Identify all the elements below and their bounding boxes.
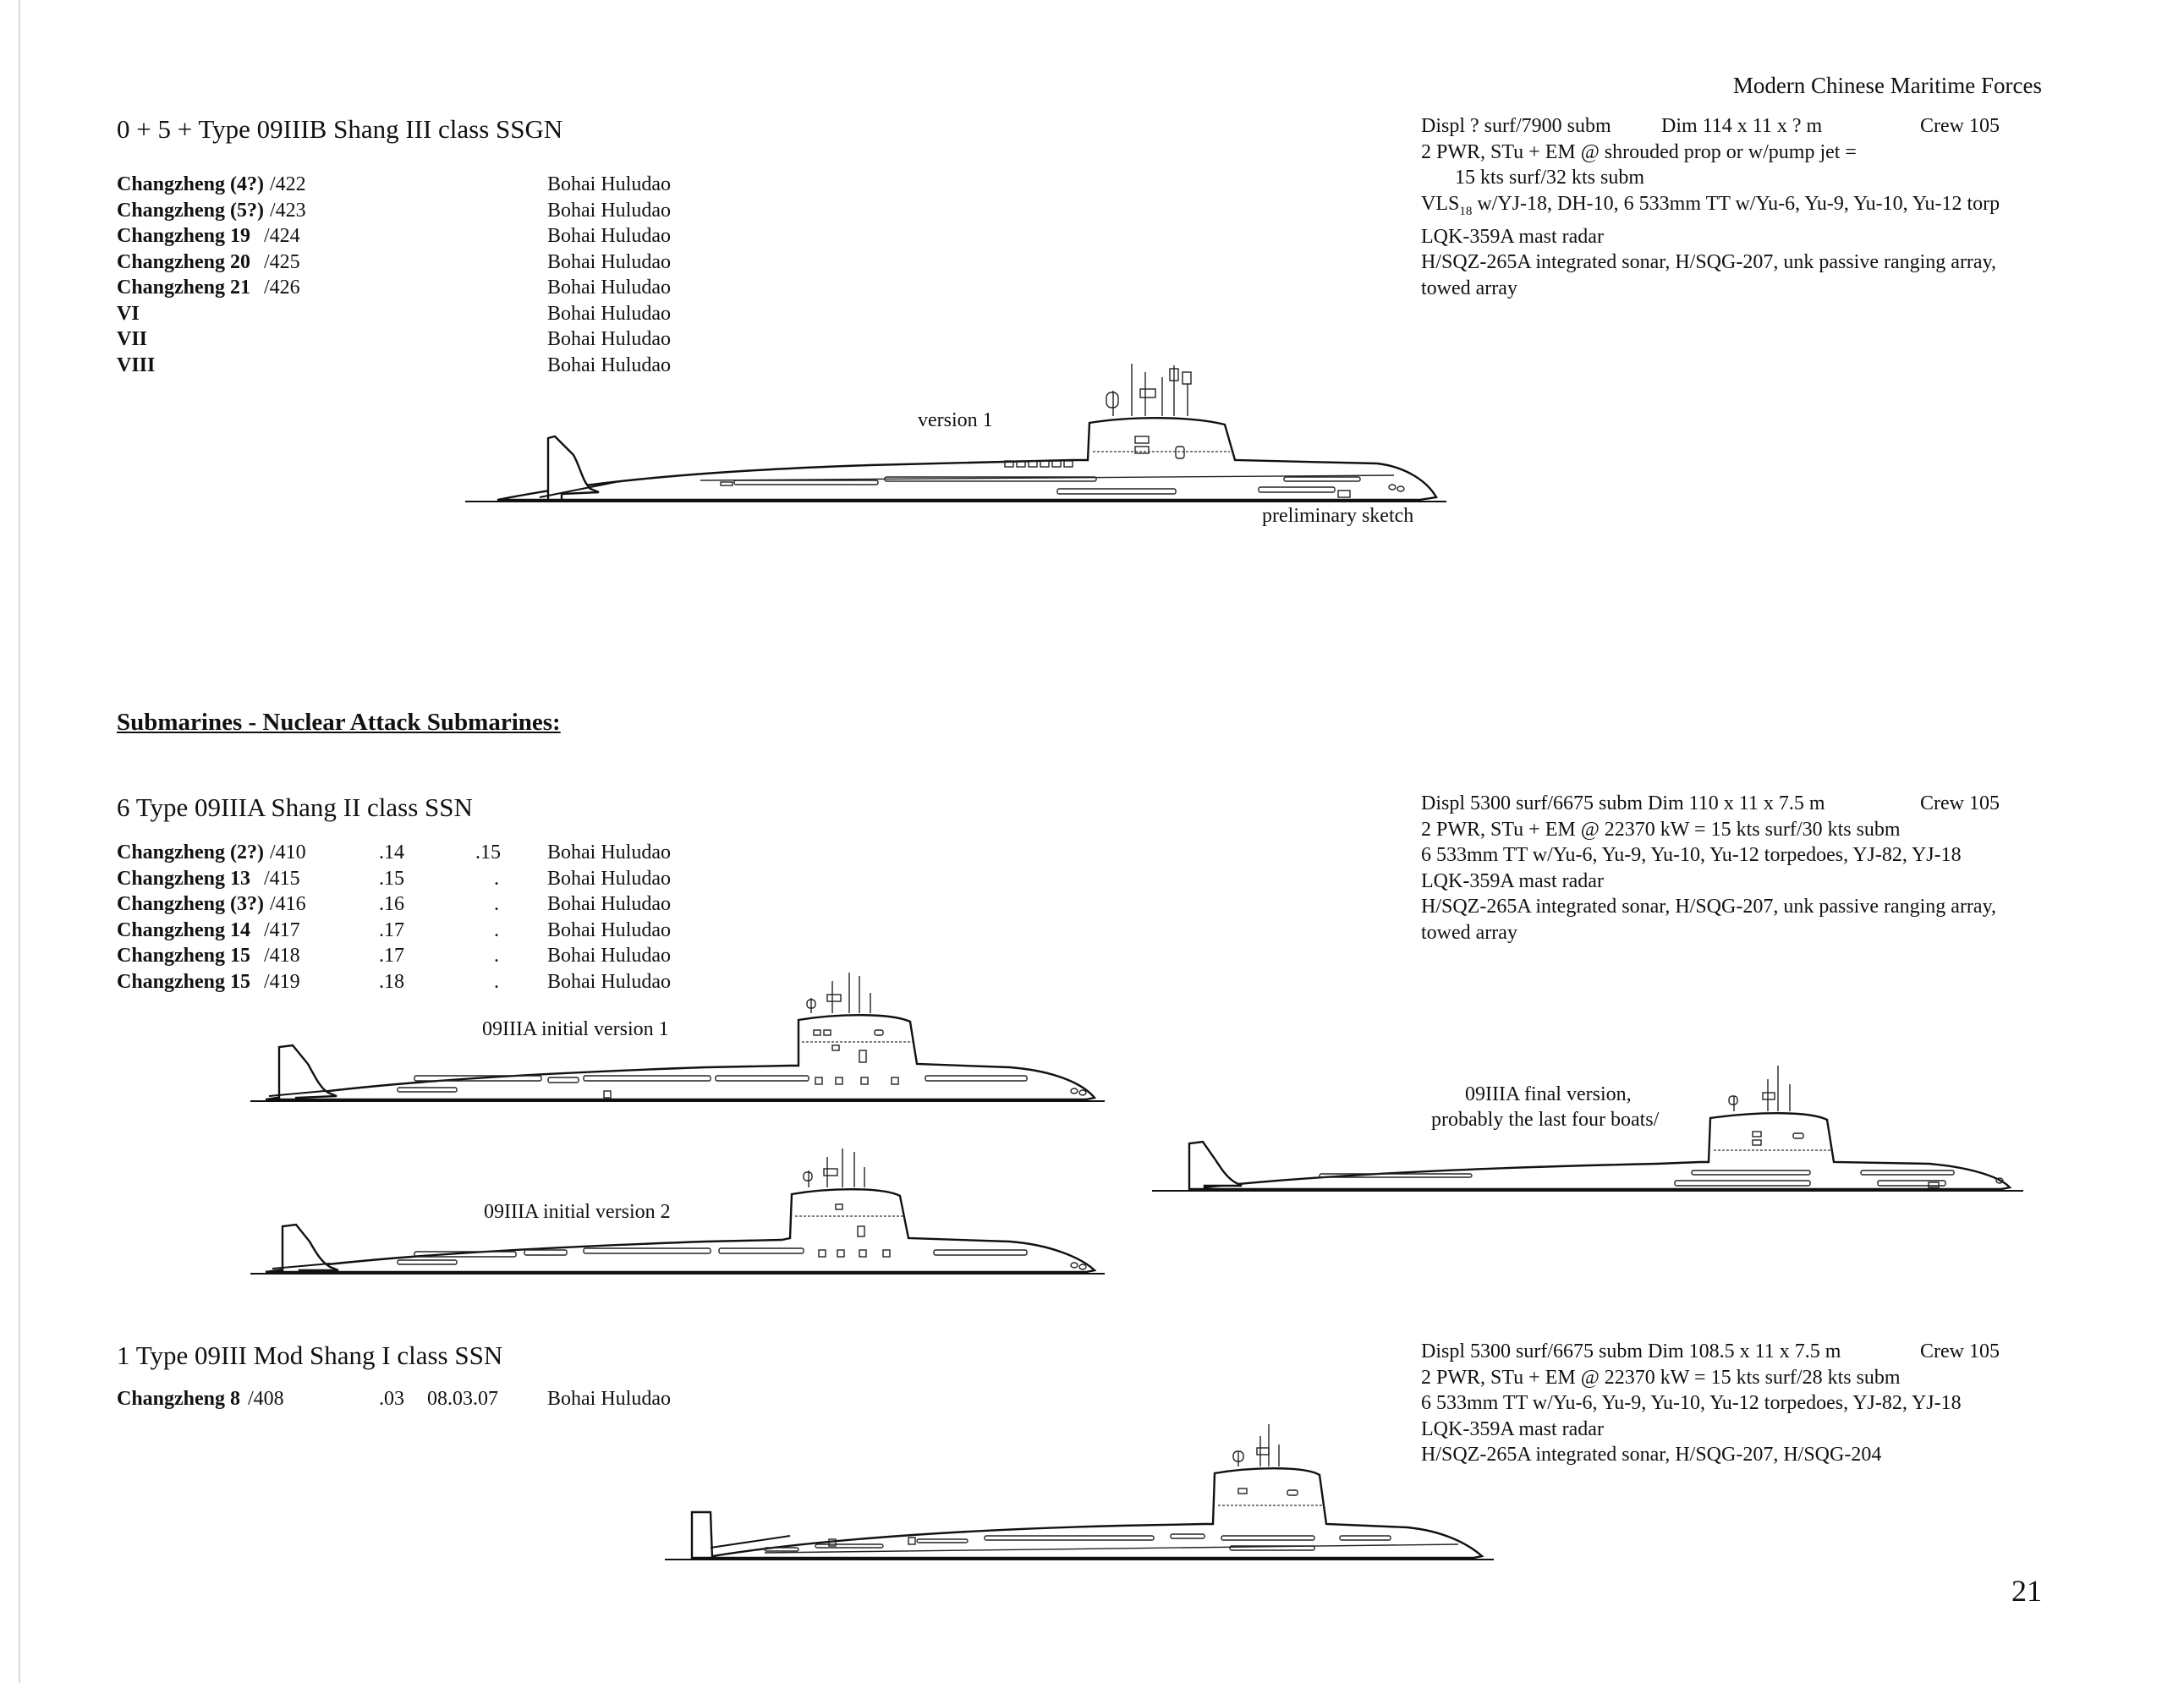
section-heading: Submarines - Nuclear Attack Submarines: <box>117 709 561 736</box>
spec-radar: LQK-359A mast radar <box>1421 1417 1604 1440</box>
running-header: Modern Chinese Maritime Forces <box>1732 73 2042 98</box>
spec-sonar: H/SQZ-265A integrated sonar, H/SQG-207, unk passive ranging array, <box>1421 896 1997 918</box>
pennant: /419 <box>264 970 300 993</box>
shipyard: Bohai Huludao <box>547 328 671 350</box>
shipyard: Bohai Huludao <box>547 867 671 890</box>
pennant: /410 <box>270 842 306 863</box>
spec-sonar: H/SQZ-265A integrated sonar, H/SQG-207, H/SQG-204 <box>1421 1444 1882 1466</box>
spec-armament <box>1421 191 2047 224</box>
pennant: /418 <box>264 945 300 967</box>
spec-vls: VLS <box>1421 192 1460 215</box>
ssn-09iiia-title: 6 Type 09IIIA Shang II class SSN <box>117 792 473 822</box>
boat-name: Changzheng 15 <box>117 945 251 967</box>
spec-crew: Crew 105 <box>1920 792 2000 814</box>
spec-displ: Displ 5300 surf/6675 subm Dim 110 x 11 x 7.5 m <box>1421 792 1825 814</box>
shipyard: Bohai Huludao <box>547 1388 671 1410</box>
drawing-label-v1: 09IIIA initial version 1 <box>482 1018 669 1040</box>
ssn-09iii-table <box>117 1386 709 1415</box>
date-laid: .14 <box>379 842 404 863</box>
boat-name: Changzheng 15 <box>117 970 251 993</box>
pennant: /422 <box>270 173 306 195</box>
boat-name: Changzheng 13 <box>117 867 251 890</box>
date-launched: . <box>494 893 499 915</box>
date-laid: .16 <box>379 893 404 915</box>
ssn-09iii-title: 1 Type 09III Mod Shang I class SSN <box>117 1340 503 1370</box>
date-laid: .17 <box>379 945 404 967</box>
boat-name: Changzheng (2?) <box>117 842 265 863</box>
ssn-09iiia-specs <box>1421 791 2047 946</box>
boat-name: VIII <box>117 354 156 376</box>
boat-name: VII <box>117 328 148 350</box>
spec-armament: 6 533mm TT w/Yu-6, Yu-9, Yu-10, Yu-12 torpedoes, YJ-82, YJ-18 <box>1421 844 1962 866</box>
ssn-09iiia-final-drawing <box>1150 1049 2030 1197</box>
spec-radar: LQK-359A mast radar <box>1421 869 1604 892</box>
ssgn-section-title: 0 + 5 + Type 09IIIB Shang III class SSGN <box>117 114 563 144</box>
drawing-label-final-note: probably the last four boats/ <box>1431 1109 1660 1131</box>
date-laid: .03 <box>379 1388 404 1410</box>
boat-name: VI <box>117 302 140 325</box>
spec-armament: 6 533mm TT w/Yu-6, Yu-9, Yu-10, Yu-12 torpedoes, YJ-82, YJ-18 <box>1421 1392 1962 1414</box>
shipyard: Bohai Huludao <box>547 945 671 967</box>
page-border <box>19 0 20 1683</box>
spec-crew: Crew 105 <box>1920 1340 2000 1362</box>
ssn-09iii-drawing <box>663 1412 1501 1565</box>
date-launched: . <box>494 970 499 993</box>
pennant: /417 <box>264 918 300 941</box>
spec-displ: Displ ? surf/7900 subm <box>1421 115 1611 137</box>
ssn-09iiia-v2-drawing <box>249 1142 1111 1277</box>
boat-name: Changzheng (5?) <box>117 199 265 222</box>
pennant: /426 <box>264 277 300 299</box>
ssgn-submarine-drawing <box>464 355 1453 507</box>
date-laid: .17 <box>379 918 404 941</box>
shipyard: Bohai Huludao <box>547 277 671 299</box>
spec-sonar-cont: towed array <box>1421 921 1517 944</box>
pennant: /408 <box>248 1388 284 1410</box>
drawing-label: version 1 <box>918 409 993 431</box>
shipyard: Bohai Huludao <box>547 199 671 222</box>
spec-propulsion: 2 PWR, STu + EM @ 22370 kW = 15 kts surf/28 kts subm <box>1421 1366 1901 1389</box>
date-launched: 08.03.07 <box>427 1388 498 1410</box>
drawing-label-v2: 09IIIA initial version 2 <box>484 1201 671 1223</box>
boat-name: Changzheng (4?) <box>117 173 265 195</box>
spec-crew: Crew 105 <box>1920 115 2000 137</box>
drawing-label-final: 09IIIA final version, <box>1465 1083 1632 1105</box>
shipyard: Bohai Huludao <box>547 225 671 247</box>
spec-sonar: H/SQZ-265A integrated sonar, H/SQG-207, unk passive ranging array, <box>1421 251 1997 274</box>
pennant: /416 <box>270 893 306 915</box>
spec-vls-count: 18 <box>1459 204 1473 218</box>
pennant: /424 <box>264 225 300 247</box>
date-laid: .18 <box>379 970 404 993</box>
shipyard: Bohai Huludao <box>547 842 671 863</box>
boat-name: Changzheng 8 <box>117 1388 241 1410</box>
pennant: /415 <box>264 867 300 890</box>
ssgn-table <box>117 172 709 383</box>
spec-radar: LQK-359A mast radar <box>1421 225 1604 248</box>
date-laid: .15 <box>379 867 404 890</box>
boat-name: Changzheng 21 <box>117 277 251 299</box>
boat-name: Changzheng 19 <box>117 225 251 247</box>
shipyard: Bohai Huludao <box>547 893 671 915</box>
date-launched: .15 <box>475 842 501 863</box>
boat-name: Changzheng 14 <box>117 918 251 941</box>
ssgn-specs <box>1421 113 2047 301</box>
page-number: 21 <box>2011 1574 2042 1608</box>
ssn-09iiia-v1-drawing <box>249 964 1111 1108</box>
pennant: /425 <box>264 250 300 273</box>
spec-weapons: w/YJ-18, DH-10, 6 533mm TT w/Yu-6, Yu-9, Yu-10, Yu-12 torp <box>1472 192 2000 215</box>
spec-sonar-cont: towed array <box>1421 277 1517 299</box>
spec-dim: Dim 114 x 11 x ? m <box>1661 115 1823 137</box>
shipyard: Bohai Huludao <box>547 970 671 993</box>
spec-displ: Displ 5300 surf/6675 subm Dim 108.5 x 11 x 7.5 m <box>1421 1340 1841 1362</box>
pennant: /423 <box>270 199 306 222</box>
shipyard: Bohai Huludao <box>547 302 671 325</box>
date-launched: . <box>494 945 499 967</box>
shipyard: Bohai Huludao <box>547 250 671 273</box>
boat-name: Changzheng 20 <box>117 250 251 273</box>
shipyard: Bohai Huludao <box>547 354 671 376</box>
date-launched: . <box>494 918 499 941</box>
ssn-09iii-specs <box>1421 1339 2047 1468</box>
spec-propulsion: 2 PWR, STu + EM @ shrouded prop or w/pump jet = <box>1421 140 1857 163</box>
boat-name: Changzheng (3?) <box>117 893 265 915</box>
spec-speed: 15 kts surf/32 kts subm <box>1455 167 1645 189</box>
shipyard: Bohai Huludao <box>547 173 671 195</box>
shipyard: Bohai Huludao <box>547 918 671 941</box>
date-launched: . <box>494 867 499 890</box>
drawing-caption: preliminary sketch <box>1262 505 1414 527</box>
spec-propulsion: 2 PWR, STu + EM @ 22370 kW = 15 kts surf/30 kts subm <box>1421 818 1901 841</box>
